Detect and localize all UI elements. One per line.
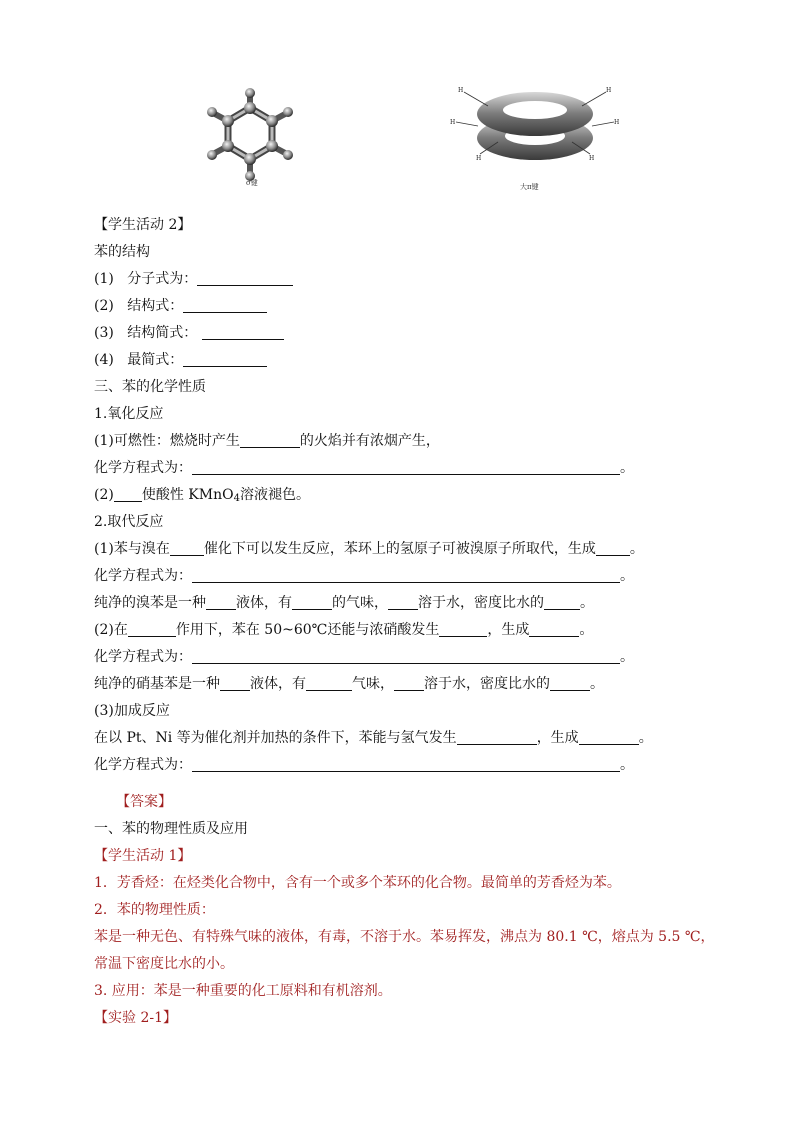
combustion-line (94, 428, 714, 455)
answer-blank[interactable] (170, 538, 204, 556)
equation-blank[interactable] (192, 457, 620, 475)
kmno4-text: 使酸性 KMnO (141, 487, 234, 503)
answers-item1: 1．芳香烃：在烃类化合物中，含有一个或多个苯环的化合物。最简单的芳香烃为苯。 (94, 875, 621, 891)
equation-line (94, 752, 714, 779)
answer-blank[interactable] (197, 268, 293, 286)
structure-item (94, 266, 714, 293)
answer-blank[interactable] (529, 619, 579, 637)
addition-line (94, 725, 714, 752)
nitrobenzene-text: 溶于水，密度比水的 (424, 676, 550, 692)
period: 。 (620, 757, 634, 773)
nitrobenzene-text: 气味， (352, 676, 394, 692)
answer-blank[interactable] (306, 673, 352, 691)
period: 。 (590, 676, 604, 692)
nitrobenzene-line (94, 671, 714, 698)
answer-blank[interactable] (114, 484, 142, 502)
item-number: (2) (94, 298, 114, 314)
answer-blank[interactable] (183, 295, 267, 313)
answer-blank[interactable] (596, 538, 630, 556)
item-number: (3) (94, 325, 114, 341)
period: 。 (580, 595, 594, 611)
structure-item (94, 347, 714, 374)
nitration-line (94, 617, 714, 644)
kmno4-line (94, 482, 714, 509)
bromobenzene-line (94, 590, 714, 617)
atom-h-label: H (450, 119, 456, 126)
worksheet-content (94, 212, 714, 1032)
equation-blank[interactable] (192, 754, 620, 772)
equation-line (94, 644, 714, 671)
answer-blank[interactable] (550, 673, 590, 691)
equation-label: 化学方程式为： (94, 568, 192, 584)
item-label: 结构式： (127, 298, 184, 314)
structure-heading: 苯的结构 (94, 244, 150, 260)
answer-blank[interactable] (206, 592, 236, 610)
atom-h-label: H (606, 87, 612, 94)
answers-item2-line2: 常温下密度比水的小。 (94, 956, 234, 972)
answer-blank[interactable] (544, 592, 580, 610)
answer-blank[interactable] (292, 592, 332, 610)
sigma-bond-model-image (200, 88, 300, 186)
kmno4-text: 溶液褪色。 (239, 487, 310, 503)
answers-section1: 一、苯的物理性质及应用 (94, 821, 248, 837)
oxidation-title: 1.氧化反应 (94, 406, 164, 422)
period: 。 (620, 568, 634, 584)
pi-bond-caption: 大π键 (520, 183, 539, 191)
combustion-text: 的火焰并有浓烟产生， (299, 433, 440, 449)
answer-blank[interactable] (394, 673, 424, 691)
period: 。 (579, 622, 594, 638)
equation-label: 化学方程式为： (94, 649, 192, 665)
answer-blank[interactable] (202, 322, 284, 340)
addition-text: 在以 Pt、Ni 等为催化剂并加热的条件下，苯能与氢气发生 (94, 730, 457, 746)
kmno4-text: (2) (94, 487, 114, 503)
atom-h-label: H (614, 119, 620, 126)
equation-label: 化学方程式为： (94, 460, 192, 476)
structure-item (94, 320, 714, 347)
nitrobenzene-text: 液体，有 (250, 676, 306, 692)
answer-blank[interactable] (183, 349, 267, 367)
equation-label: 化学方程式为： (94, 757, 192, 773)
nitration-text: ，生成 (487, 622, 530, 638)
equation-blank[interactable] (192, 646, 620, 664)
item-label: 结构简式： (127, 325, 198, 341)
pi-bond-model-image (450, 80, 620, 190)
bromination-line (94, 536, 714, 563)
subscript: 4 (233, 493, 240, 504)
item-number: (1) (94, 271, 114, 287)
bromination-text: (1)苯与溴在 (94, 541, 170, 557)
structure-item (94, 293, 714, 320)
item-number: (4) (94, 352, 114, 368)
atom-h-label: H (589, 155, 595, 162)
substitution-title: 2.取代反应 (94, 514, 164, 530)
nitration-text: (2)在 (94, 622, 128, 638)
period: 。 (638, 730, 653, 746)
atom-h-label: H (458, 87, 464, 94)
bromobenzene-text: 溶于水，密度比水的 (418, 595, 544, 611)
nitrobenzene-text: 纯净的硝基苯是一种 (94, 676, 220, 692)
equation-line (94, 455, 714, 482)
answer-blank[interactable] (388, 592, 418, 610)
item-label: 最简式： (127, 352, 184, 368)
addition-title: (3)加成反应 (94, 703, 170, 719)
period: 。 (620, 649, 634, 665)
answers-experiment: 【实验 2-1】 (94, 1010, 177, 1026)
combustion-text: (1)可燃性：燃烧时产生 (94, 433, 240, 449)
answer-blank[interactable] (439, 619, 487, 637)
activity2-title: 【学生活动 2】 (94, 217, 192, 233)
benzene-figures (0, 70, 794, 200)
equation-blank[interactable] (192, 565, 620, 583)
answers-item2: 2．苯的物理性质： (94, 902, 215, 918)
answer-blank[interactable] (220, 673, 250, 691)
answer-blank[interactable] (240, 430, 300, 448)
bromobenzene-text: 纯净的溴苯是一种 (94, 595, 206, 611)
equation-line (94, 563, 714, 590)
period: 。 (620, 460, 634, 476)
nitration-text: 作用下，苯在 50~60℃还能与浓硝酸发生 (175, 622, 440, 638)
answer-blank[interactable] (128, 619, 176, 637)
bromination-text: 催化下可以发生反应，苯环上的氢原子可被溴原子所取代，生成 (203, 541, 596, 557)
addition-text: ，生成 (536, 730, 579, 746)
section3-title: 三、苯的化学性质 (94, 379, 206, 395)
bromobenzene-text: 的气味， (332, 595, 388, 611)
sigma-bond-caption: σ键 (246, 179, 258, 187)
answers-activity1: 【学生活动 1】 (94, 848, 192, 864)
bromobenzene-text: 液体，有 (236, 595, 292, 611)
answer-blank[interactable] (457, 727, 537, 745)
answer-blank[interactable] (579, 727, 639, 745)
atom-h-label: H (476, 155, 482, 162)
answers-item2-line1: 苯是一种无色、有特殊气味的液体，有毒，不溶于水。苯易挥发，沸点为 80.1 ℃，熔点为 5.5 ℃， (94, 929, 715, 945)
answers-item3: 3. 应用：苯是一种重要的化工原料和有机溶剂。 (94, 983, 392, 999)
period: 。 (629, 541, 644, 557)
item-label: 分子式为： (127, 271, 198, 287)
answers-title: 【答案】 (116, 794, 172, 810)
